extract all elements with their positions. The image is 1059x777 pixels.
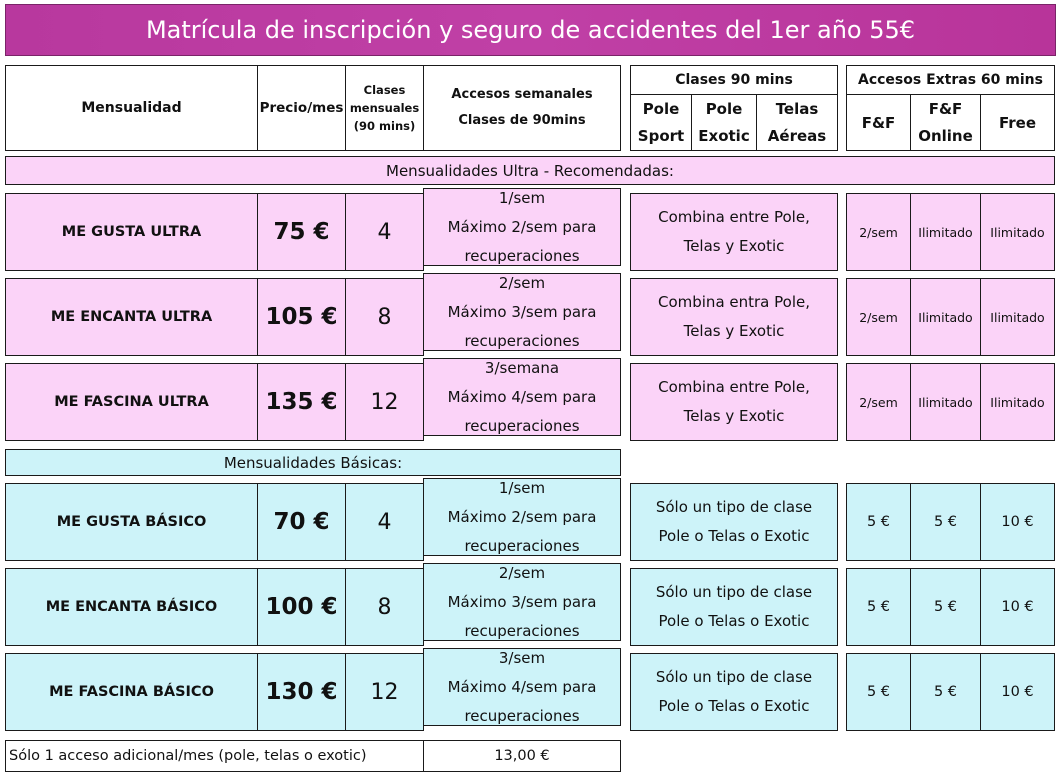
plan-class-combo-line2: Pole o Telas o Exotic: [658, 527, 810, 545]
header-pole-exotic: [691, 94, 757, 151]
header-telas-line1: Telas: [775, 99, 819, 118]
header-clases-line1: Clases: [363, 83, 406, 97]
plan-price: 100 €: [257, 568, 346, 646]
plan-weekly-access-line2: Máximo 4/sem para: [447, 387, 597, 406]
header-pole-sport-line1: Pole: [642, 99, 680, 118]
plan-weekly-access-line3: recuperaciones: [464, 416, 580, 435]
plan-class-combo-line2: Pole o Telas o Exotic: [658, 612, 810, 630]
plan-ff: 5 €: [846, 653, 911, 731]
plan-class-combo: [630, 653, 838, 731]
plan-ff-online: 5 €: [910, 568, 981, 646]
plan-name: ME GUSTA ULTRA: [5, 193, 258, 271]
plan-ff: 5 €: [846, 483, 911, 561]
plan-ff-online: Ilimitado: [910, 193, 981, 271]
plan-ff: 2/sem: [846, 363, 911, 441]
plan-class-combo-line1: Sólo un tipo de clase: [655, 498, 813, 516]
plan-weekly-access: [423, 188, 621, 266]
plan-class-combo: [630, 483, 838, 561]
header-accesos-line2: Clases de 90mins: [458, 113, 586, 128]
plan-weekly-access: [423, 358, 621, 436]
plan-class-combo-line1: Sólo un tipo de clase: [655, 583, 813, 601]
plan-weekly-access-line3: recuperaciones: [464, 621, 580, 640]
header-telas-aereas: [756, 94, 838, 151]
header-ff-online-line2: Online: [918, 126, 973, 145]
plan-class-combo-line1: Sólo un tipo de clase: [655, 668, 813, 686]
footer-extra-access-label: Sólo 1 acceso adicional/mes (pole, telas o exotic): [5, 740, 424, 772]
plan-weekly-access-line2: Máximo 3/sem para: [447, 302, 597, 321]
plan-classes: 12: [345, 363, 424, 441]
plan-classes: 4: [345, 193, 424, 271]
plan-weekly-access: [423, 563, 621, 641]
plan-class-combo-line1: Combina entra Pole,: [657, 293, 810, 311]
header-group-clases-90: Clases 90 mins: [630, 65, 838, 95]
plan-price: 135 €: [257, 363, 346, 441]
plan-class-combo: [630, 568, 838, 646]
plan-ff: 5 €: [846, 568, 911, 646]
header-clases-mensuales: [345, 65, 424, 151]
header-pole-sport: [630, 94, 692, 151]
header-pole-exotic-line2: Exotic: [698, 126, 750, 145]
header-pole-exotic-line1: Pole: [705, 99, 743, 118]
plan-weekly-access-line2: Máximo 4/sem para: [447, 677, 597, 696]
plan-name: ME ENCANTA ULTRA: [5, 278, 258, 356]
plan-free: Ilimitado: [980, 193, 1055, 271]
plan-price: 105 €: [257, 278, 346, 356]
plan-weekly-access-line2: Máximo 2/sem para: [447, 507, 597, 526]
plan-ff-online: 5 €: [910, 483, 981, 561]
plan-ff: 2/sem: [846, 193, 911, 271]
plan-class-combo-line1: Combina entre Pole,: [658, 208, 810, 226]
plan-weekly-access: [423, 648, 621, 726]
plan-free: 10 €: [980, 568, 1055, 646]
plan-name: ME FASCINA ULTRA: [5, 363, 258, 441]
plan-price: 75 €: [257, 193, 346, 271]
header-ff-online: [910, 94, 981, 151]
plan-class-combo: [630, 278, 838, 356]
plan-class-combo-line2: Telas y Exotic: [683, 237, 785, 255]
header-telas-line2: Aéreas: [767, 126, 827, 145]
header-ff: F&F: [846, 94, 911, 151]
header-clases-line2: mensuales: [349, 101, 420, 115]
header-free: Free: [980, 94, 1055, 151]
plan-name: ME ENCANTA BÁSICO: [5, 568, 258, 646]
plan-class-combo-line2: Telas y Exotic: [683, 407, 785, 425]
plan-free: Ilimitado: [980, 278, 1055, 356]
plan-weekly-access-line3: recuperaciones: [464, 536, 580, 555]
plan-weekly-access-line1: 2/sem: [498, 563, 546, 582]
plan-classes: 4: [345, 483, 424, 561]
plan-ff-online: Ilimitado: [910, 363, 981, 441]
plan-weekly-access-line3: recuperaciones: [464, 706, 580, 725]
plan-weekly-access: [423, 478, 621, 556]
plan-ff-online: Ilimitado: [910, 278, 981, 356]
header-mensualidad: Mensualidad: [5, 65, 258, 151]
plan-weekly-access-line1: 1/sem: [498, 188, 546, 207]
plan-free: 10 €: [980, 653, 1055, 731]
plan-price: 130 €: [257, 653, 346, 731]
header-accesos-line1: Accesos semanales: [451, 87, 593, 102]
header-pole-sport-line2: Sport: [637, 126, 685, 145]
plan-price: 70 €: [257, 483, 346, 561]
plan-weekly-access-line2: Máximo 2/sem para: [447, 217, 597, 236]
plan-weekly-access-line3: recuperaciones: [464, 246, 580, 265]
plan-free: Ilimitado: [980, 363, 1055, 441]
plan-classes: 12: [345, 653, 424, 731]
footer-extra-access-price: 13,00 €: [423, 740, 621, 772]
plan-name: ME GUSTA BÁSICO: [5, 483, 258, 561]
plan-class-combo-line2: Pole o Telas o Exotic: [658, 697, 810, 715]
plan-classes: 8: [345, 568, 424, 646]
plan-ff-online: 5 €: [910, 653, 981, 731]
plan-class-combo: [630, 193, 838, 271]
plan-class-combo-line2: Telas y Exotic: [683, 322, 785, 340]
header-group-extras: Accesos Extras 60 mins: [846, 65, 1055, 95]
plan-weekly-access-line2: Máximo 3/sem para: [447, 592, 597, 611]
header-clases-line3: (90 mins): [353, 119, 416, 133]
section-basic-label: Mensualidades Básicas:: [5, 449, 621, 476]
plan-weekly-access-line1: 2/sem: [498, 273, 546, 292]
plan-class-combo-line1: Combina entre Pole,: [658, 378, 810, 396]
header-ff-online-line1: F&F: [928, 99, 963, 118]
header-accesos: [423, 65, 621, 151]
plan-weekly-access-line1: 3/sem: [498, 648, 546, 667]
page-title: Matrícula de inscripción y seguro de accidentes del 1er año 55€: [5, 4, 1056, 56]
plan-ff: 2/sem: [846, 278, 911, 356]
plan-free: 10 €: [980, 483, 1055, 561]
plan-class-combo: [630, 363, 838, 441]
plan-name: ME FASCINA BÁSICO: [5, 653, 258, 731]
section-ultra-label: Mensualidades Ultra - Recomendadas:: [5, 156, 1055, 185]
plan-weekly-access-line3: recuperaciones: [464, 331, 580, 350]
plan-weekly-access-line1: 1/sem: [498, 478, 546, 497]
plan-weekly-access: [423, 273, 621, 351]
header-precio: Precio/mes: [257, 65, 346, 151]
plan-classes: 8: [345, 278, 424, 356]
plan-weekly-access-line1: 3/semana: [484, 358, 560, 377]
